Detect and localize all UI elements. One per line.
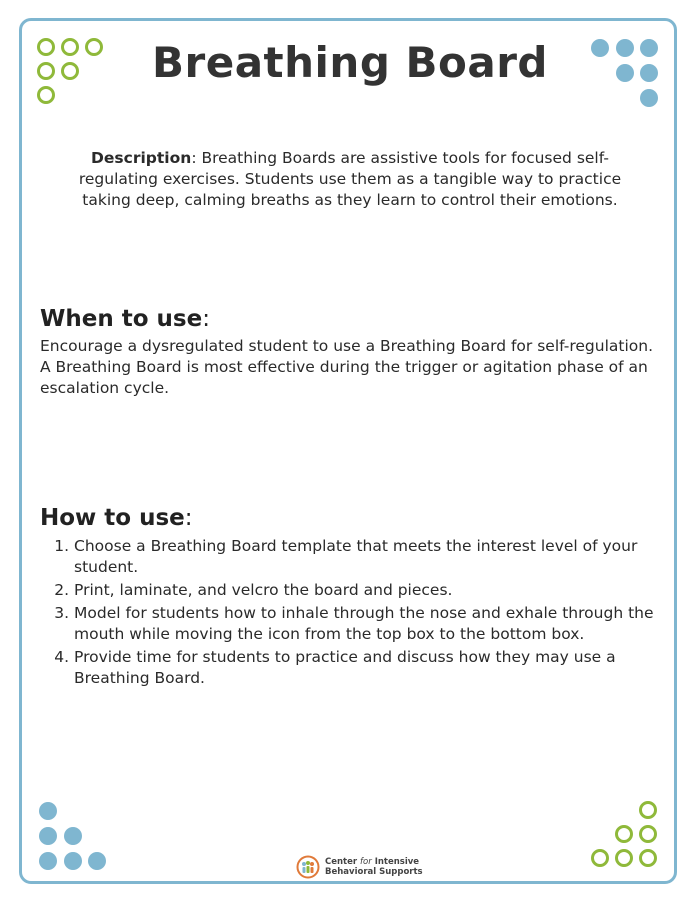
when-to-use-heading: When to use: bbox=[40, 306, 210, 332]
bottom-left-dot-decoration bbox=[36, 798, 112, 874]
when-to-use-heading-text: When to use bbox=[40, 306, 203, 332]
logo-line-1: Center for Intensive bbox=[325, 857, 420, 867]
description-label: Description bbox=[91, 149, 192, 167]
footer-logo bbox=[296, 852, 426, 882]
logo-line-2: Behavioral Supports bbox=[325, 867, 423, 877]
logo-text bbox=[325, 857, 423, 877]
cibs-logo-icon bbox=[296, 855, 320, 879]
how-to-use-heading-text: How to use bbox=[40, 505, 185, 531]
list-item: 2. Print, laminate, and velcro the board and pieces. bbox=[74, 580, 680, 601]
page-title: Breathing Board bbox=[152, 38, 548, 87]
when-to-use-text: Encourage a dysregulated student to use a Breathing Board for self-regulation. A Breathing Board is most effective during the trigger or agitation phase of an escalation cycle. bbox=[40, 337, 653, 397]
list-item: 1. Choose a Breathing Board template that meets the interest level of your student. bbox=[74, 536, 680, 578]
bottom-right-ring-decoration bbox=[588, 798, 664, 874]
description-text: : Breathing Boards are assistive tools for focused self-regulating exercises. Students use them as a tangible way to practice taking deep, calming breaths as they learn to control their emotions. bbox=[78, 149, 622, 209]
description-paragraph bbox=[70, 148, 630, 211]
list-item: 4. Provide time for students to practice and discuss how they may use a Breathing Board. bbox=[74, 647, 680, 689]
how-to-use-heading: How to use: bbox=[40, 505, 193, 531]
how-to-use-steps bbox=[40, 536, 680, 691]
list-item: 3. Model for students how to inhale through the nose and exhale through the mouth while moving the icon from the top box to the bottom box. bbox=[74, 603, 680, 645]
